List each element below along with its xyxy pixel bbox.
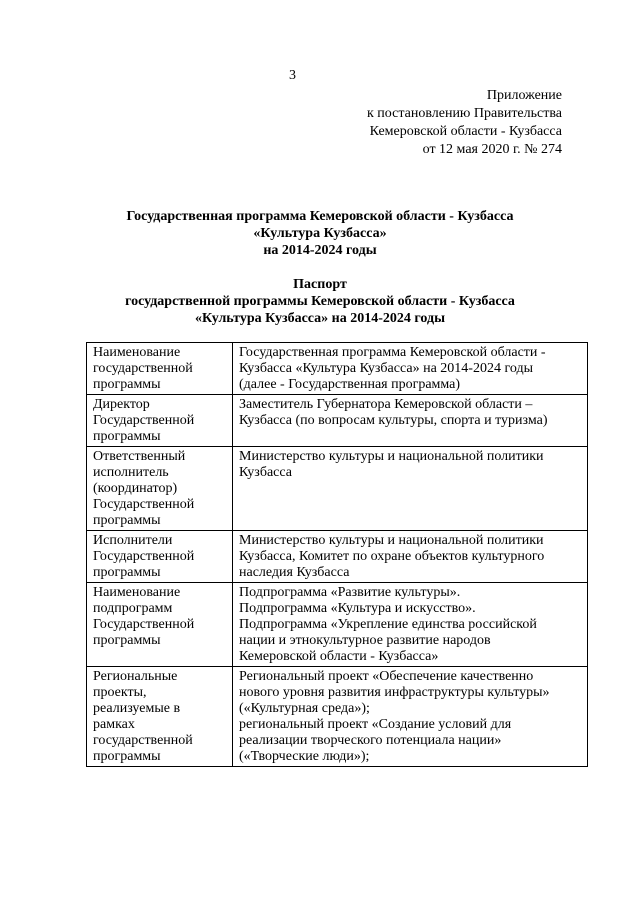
table-row [87, 447, 588, 531]
row-value-line: Кузбасса «Культура Кузбасса» на 2014-2024 годы [239, 361, 533, 376]
row-value-line: Заместитель Губернатора Кемеровской области – [239, 397, 533, 412]
row-label-line: проекты, [93, 685, 147, 700]
row-label-line: Региональные [93, 669, 178, 684]
row-value-cell [233, 531, 588, 583]
row-value-line: Кузбасса [239, 465, 292, 480]
title-line: «Культура Кузбасса» [253, 226, 387, 241]
row-value-line: Кузбасса, Комитет по охране объектов культурного [239, 549, 545, 564]
passport-title-line: «Культура Кузбасса» на 2014-2024 годы [194, 311, 446, 326]
table-row [87, 531, 588, 583]
table-row [87, 343, 588, 395]
row-label-line: Наименование [93, 345, 181, 360]
row-value-line: Кузбасса (по вопросам культуры, спорта и туризма) [239, 413, 548, 428]
table-row [87, 583, 588, 667]
row-value-line: (далее - Государственная программа) [239, 377, 461, 392]
row-label-line: исполнитель [93, 465, 169, 480]
appendix-line: от 12 мая 2020 г. № 274 [422, 142, 562, 157]
row-label-cell [87, 531, 233, 583]
row-value-line: нового уровня развития инфраструктуры культуры» [239, 685, 550, 700]
row-label-line: Государственной [93, 617, 195, 632]
row-label-line: Государственной [93, 413, 195, 428]
row-value-cell [233, 583, 588, 667]
row-value-line: Кемеровской области - Кузбасса» [239, 649, 439, 664]
row-value-line: («Культурная среда»); [239, 701, 370, 716]
passport-title-line: государственной программы Кемеровской области - Кузбасса [125, 294, 515, 309]
row-value-cell [233, 395, 588, 447]
row-label-line: Государственной [93, 549, 195, 564]
row-label-line: программы [93, 565, 161, 580]
row-label-line: программы [93, 513, 161, 528]
row-label-line: Наименование [93, 585, 181, 600]
row-value-line: Региональный проект «Обеспечение качественно [239, 669, 534, 684]
row-value-line: нации и этнокультурное развитие народов [239, 633, 491, 648]
row-value-line: региональный проект «Создание условий для [239, 717, 512, 732]
row-label-cell [87, 395, 233, 447]
row-label-line: программы [93, 377, 161, 392]
row-value-cell [233, 447, 588, 531]
row-label-line: реализуемые в [93, 701, 181, 716]
row-value-line: Министерство культуры и национальной политики [239, 449, 544, 464]
row-label-cell [87, 667, 233, 767]
passport-table [86, 342, 588, 767]
appendix-line: Кемеровской области - Кузбасса [369, 124, 562, 139]
row-value-line: Подпрограмма «Развитие культуры». [239, 585, 461, 600]
row-label-line: программы [93, 633, 161, 648]
row-label-line: программы [93, 749, 161, 764]
row-label-line: государственной [93, 361, 193, 376]
row-label-line: Директор [93, 397, 150, 412]
row-label-line: (координатор) [93, 481, 178, 496]
row-value-line: («Творческие люди»); [239, 749, 370, 764]
passport-title-line: Паспорт [293, 277, 347, 292]
row-value-line: наследия Кузбасса [239, 565, 350, 580]
passport-table-body [87, 343, 588, 767]
row-label-line: Исполнители [93, 533, 173, 548]
row-value-line: Подпрограмма «Укрепление единства российской [239, 617, 537, 632]
row-value-line: реализации творческого потенциала нации» [239, 733, 502, 748]
row-label-line: Государственной [93, 497, 195, 512]
row-value-line: Подпрограмма «Культура и искусство». [239, 601, 476, 616]
row-label-line: Ответственный [93, 449, 186, 464]
row-value-cell [233, 343, 588, 395]
appendix-line: к постановлению Правительства [366, 106, 562, 121]
row-value-cell [233, 667, 588, 767]
row-label-cell [87, 447, 233, 531]
appendix-line: Приложение [486, 88, 562, 103]
appendix-header [367, 87, 562, 159]
row-label-line: государственной [93, 733, 193, 748]
row-label-line: программы [93, 429, 161, 444]
row-label-cell [87, 343, 233, 395]
row-label-line: рамках [93, 717, 135, 732]
row-value-line: Государственная программа Кемеровской области - [239, 345, 546, 360]
page-number: 3 [289, 68, 296, 83]
document-title [0, 208, 640, 259]
row-label-cell [87, 583, 233, 667]
row-label-line: подпрограмм [93, 601, 173, 616]
row-value-line: Министерство культуры и национальной политики [239, 533, 544, 548]
passport-title [0, 276, 640, 327]
title-line: на 2014-2024 годы [263, 243, 377, 258]
table-row [87, 395, 588, 447]
table-row [87, 667, 588, 767]
title-line: Государственная программа Кемеровской области - Кузбасса [126, 209, 514, 224]
